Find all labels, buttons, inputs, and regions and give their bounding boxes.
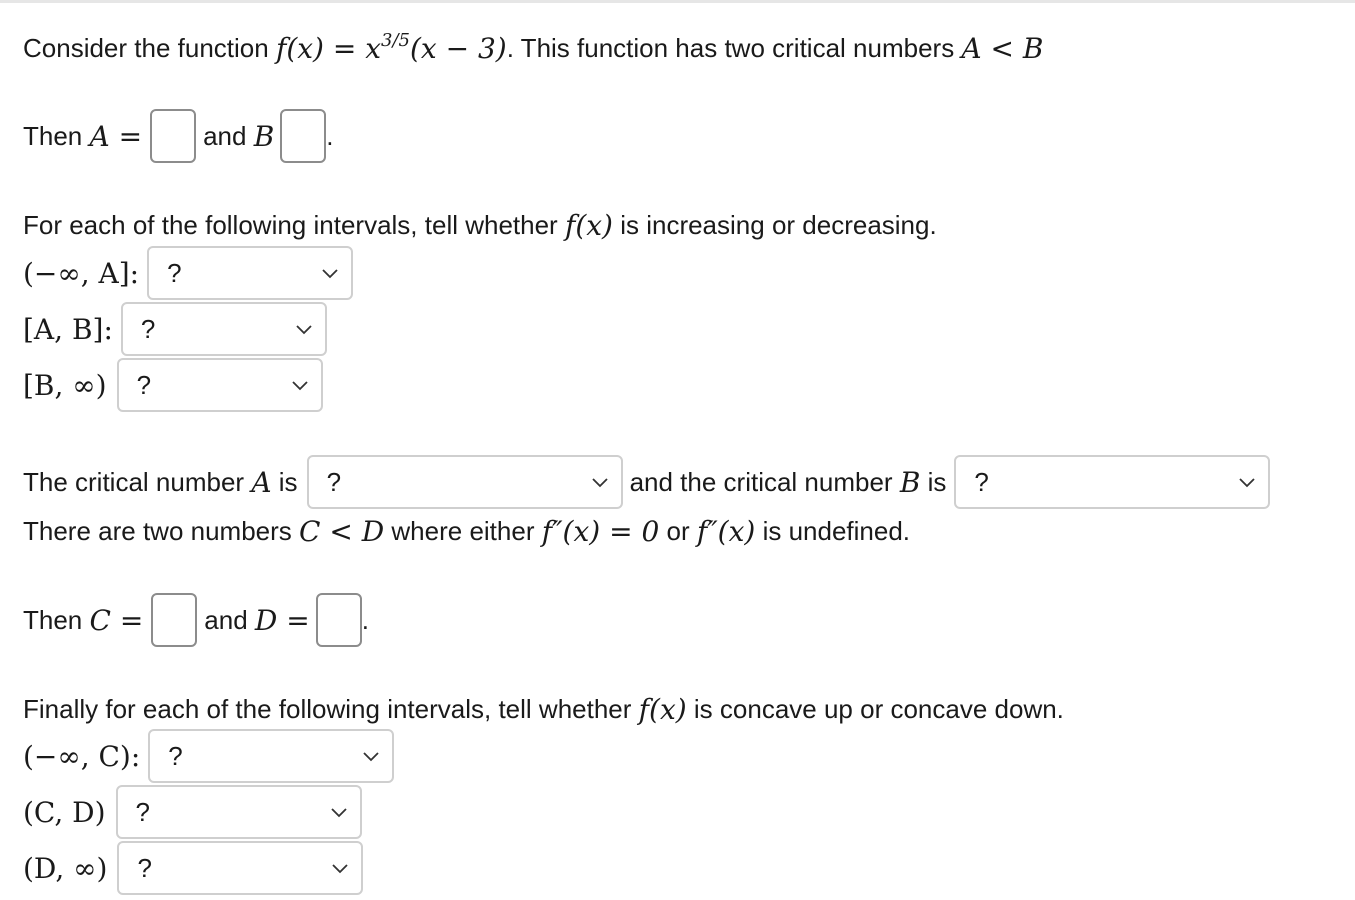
chevron-down-icon [591,473,609,491]
intro-text-1: Consider the function [23,32,269,63]
period: . [326,120,334,151]
interval-c-d-select[interactable] [116,785,362,839]
second-text-2: where either [391,515,535,546]
intro-line [23,22,1043,74]
critical-inequality: A < B [961,31,1044,65]
inc-dec-row-2 [23,302,327,356]
interval-a-b: [A, B]: [23,312,113,346]
concavity-row-3 [23,841,363,895]
concavity-prompt-2: is concave up or concave down. [693,693,1064,724]
critical-a: A [251,465,272,499]
select-value: ? [167,257,182,288]
chevron-down-icon [291,376,309,394]
and-label: and [203,120,247,151]
function-exponent: 3/5 [381,29,410,51]
critical-text-1: The critical number [23,466,245,497]
b-answer-input[interactable] [280,109,326,163]
cd-answer-line [23,592,369,648]
interval-neg-inf-a: (−∞, A]: [23,256,140,290]
interval-d-inf-select[interactable] [117,841,363,895]
select-value: ? [326,466,342,497]
select-value: ? [135,796,150,827]
function-definition [275,29,507,65]
concavity-fx: f(x) [638,692,687,726]
second-eq-2: f″(x) [696,514,756,548]
c-equals-label: C = [89,603,144,637]
period: . [361,604,369,635]
interval-b-inf-select[interactable] [117,358,323,412]
interval-d-inf: (D, ∞) [23,851,108,885]
select-value: ? [136,369,152,400]
inc-dec-prompt-2: is increasing or decreasing. [620,209,937,240]
chevron-down-icon [331,859,349,877]
and-label: and [204,604,248,635]
intro-text-2: . This function has two critical numbers [506,32,955,63]
select-value: ? [137,852,152,883]
concavity-prompt [23,684,1064,734]
b-label: B [253,119,275,153]
select-value: ? [140,313,156,344]
d-answer-input[interactable] [316,593,362,647]
interval-b-inf: [B, ∞) [23,368,107,402]
c-answer-input[interactable] [151,593,197,647]
second-text-1: There are two numbers [23,515,292,546]
critical-a-select[interactable] [307,455,623,509]
select-value: ? [168,740,183,771]
chevron-down-icon [362,747,380,765]
second-or: or [666,515,690,546]
concavity-row-2 [23,785,362,839]
chevron-down-icon [295,320,313,338]
concavity-row-1 [23,729,394,783]
second-text-3: is undefined. [762,515,911,546]
inc-dec-prompt [23,200,937,250]
critical-b: B [899,465,921,499]
function-factor: (x − 3) [409,31,507,65]
interval-neg-inf-c: (−∞, C): [23,739,141,773]
concavity-prompt-1: Finally for each of the following intervals, tell whether [23,693,632,724]
d-equals-label: D = [254,603,310,637]
then-label: Then [23,604,83,635]
interval-c-d: (C, D) [23,795,106,829]
critical-is-2: is [927,466,947,497]
inc-dec-fx: f(x) [564,208,613,242]
inc-dec-prompt-1: For each of the following intervals, tell whether [23,209,558,240]
then-label: Then [23,120,83,151]
critical-classification-line [23,454,1270,510]
chevron-down-icon [1238,473,1256,491]
function-lhs: f(x) = x [275,31,382,65]
interval-a-b-select[interactable] [121,302,327,356]
inc-dec-row-3 [23,358,323,412]
inc-dec-row-1 [23,246,353,300]
critical-is: is [278,466,298,497]
chevron-down-icon [321,264,339,282]
interval-neg-inf-c-select[interactable] [148,729,394,783]
a-answer-input[interactable] [150,109,196,163]
cd-inequality: C < D [299,514,385,548]
interval-neg-inf-a-select[interactable] [147,246,353,300]
critical-b-select[interactable] [954,455,1270,509]
select-value: ? [974,466,989,497]
second-derivative-line [23,506,910,556]
ab-answer-line [23,108,334,164]
a-equals-label: A = [89,119,143,153]
top-border [0,0,1355,3]
second-eq-1: f″(x) = 0 [541,514,660,548]
chevron-down-icon [330,803,348,821]
critical-text-2: and the critical number [629,466,893,497]
